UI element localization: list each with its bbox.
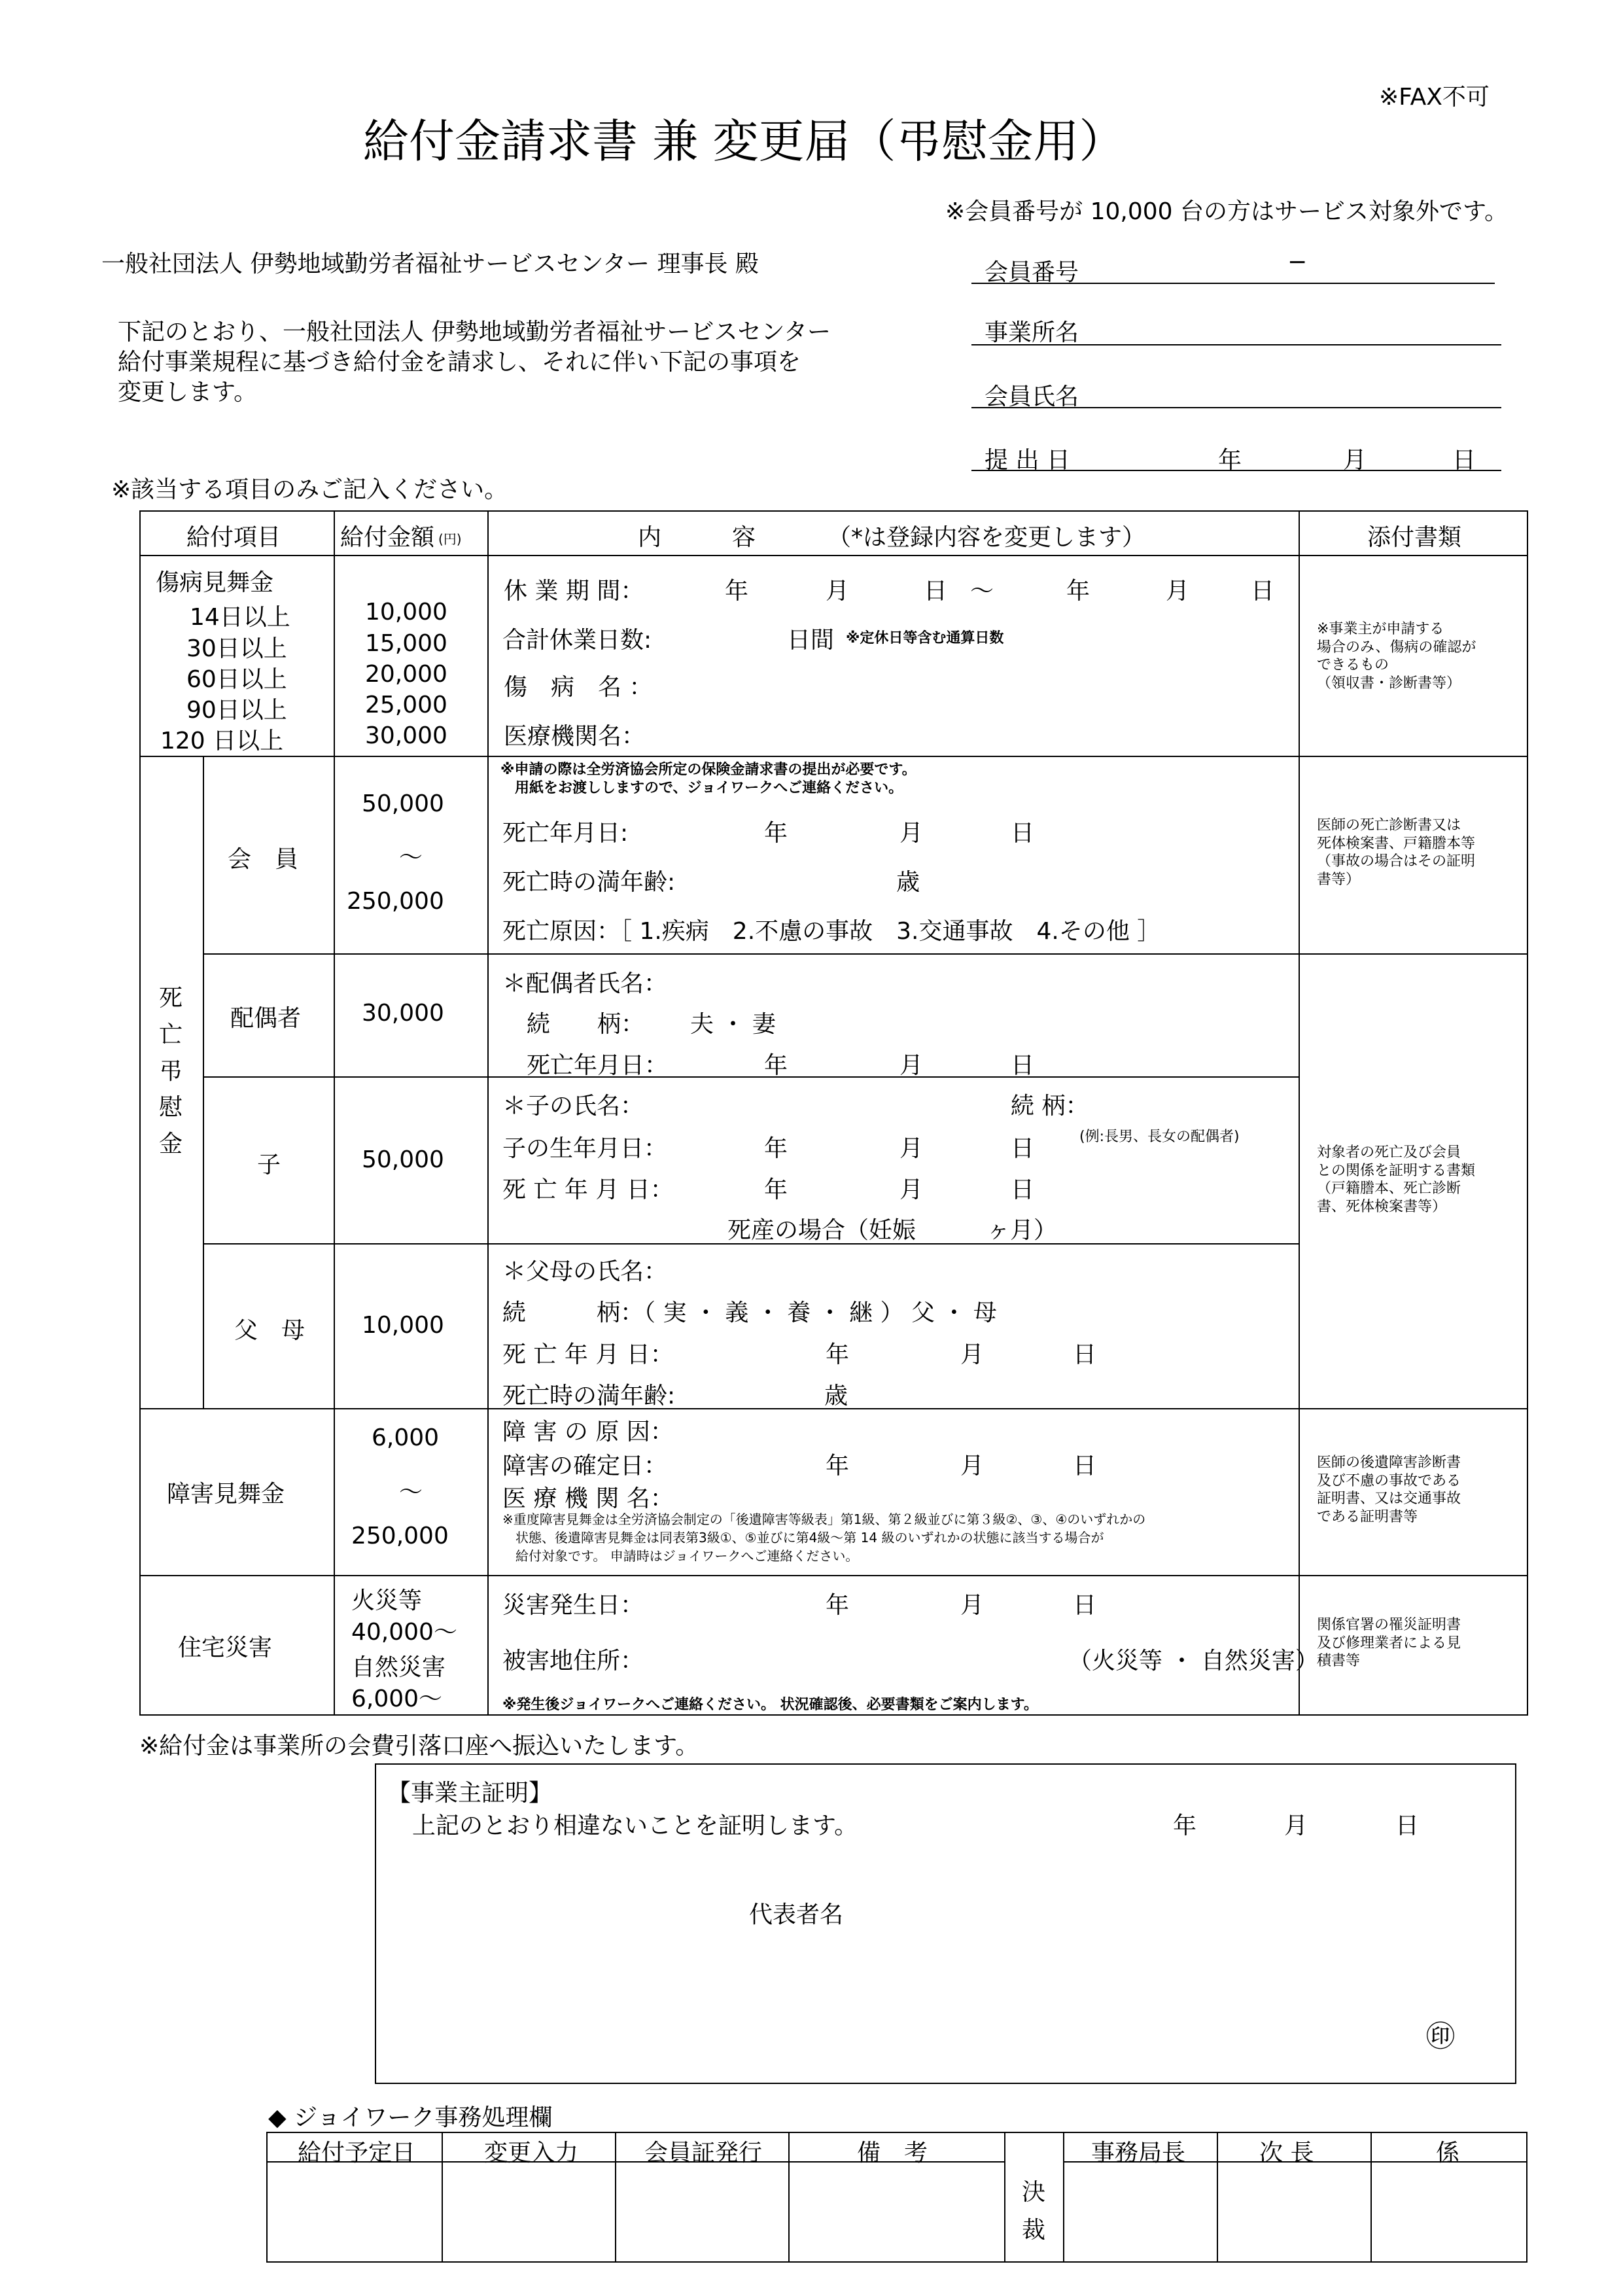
disaster-month: 月 — [960, 1592, 985, 1619]
addressee: 一般社団法人 伊勢地域勤労者福祉サービスセンター 理事長 殿 — [101, 251, 759, 277]
child-relation-label: 続 柄： — [1011, 1093, 1089, 1120]
header-amount-unit: (円) — [438, 531, 462, 547]
header-amount: 給付金額 — [340, 524, 435, 551]
child-birth-day: 日 — [1011, 1135, 1035, 1162]
death-group-divider — [203, 756, 204, 1408]
death-member-tilde: 〜 — [399, 844, 423, 871]
transfer-note: ※給付金は事業所の会費引落口座へ振込いたします。 — [139, 1733, 699, 1759]
parent-age-label: 死亡時の満年齢: — [502, 1383, 676, 1409]
employer-day: 日 — [1395, 1812, 1420, 1839]
parent-label: 父 母 — [234, 1317, 305, 1344]
seal-icon: ㊞ — [1426, 2020, 1455, 2053]
housing-attachments: 関係官署の罹災証明書 及び修理業者による見 積書等 — [1317, 1617, 1461, 1669]
total-leave-unit: 日間 — [787, 627, 835, 654]
leave-to-month: 月 — [1166, 578, 1190, 605]
disability-year: 年 — [826, 1453, 850, 1479]
submit-year: 年 — [1218, 447, 1242, 474]
sick-attachments: ※事業主が申請する 場合のみ、傷病の確認が できるもの （領収書・診断書等） — [1317, 621, 1476, 692]
spouse-date-label: 死亡年月日： — [527, 1052, 669, 1079]
disability-row-divider — [139, 1575, 1528, 1576]
submit-date-label: 提 出 日 — [985, 447, 1070, 474]
amount-column-divider — [487, 510, 489, 1716]
sick-title: 傷病見舞金 — [156, 569, 274, 596]
death-member-age-unit: 歳 — [896, 869, 920, 896]
disaster-day: 日 — [1073, 1592, 1097, 1619]
parent-relation: 続 柄：（ 実 ・ 義 ・ 養 ・ 継 ） 父 ・ 母 — [502, 1299, 997, 1326]
death-member-amount-max: 250,000 — [347, 888, 444, 915]
office-col-divider — [1217, 2132, 1218, 2263]
office-col-header: 給付予定日 — [298, 2140, 416, 2166]
child-death-date-label: 死 亡 年 月 日： — [502, 1176, 674, 1203]
death-member-date-label: 死亡年月日: — [502, 820, 629, 847]
death-member-amount-min: 50,000 — [362, 790, 444, 817]
member-number-dash: − — [1287, 249, 1308, 275]
disability-cause-label: 障 害 の 原 因： — [502, 1419, 674, 1445]
sick-amount: 15,000 — [365, 630, 447, 657]
parent-age-unit: 歳 — [824, 1383, 848, 1409]
parent-name-label: ＊父母の氏名： — [502, 1258, 668, 1285]
sick-amount: 30,000 — [365, 722, 447, 749]
child-name-label: ＊子の氏名： — [502, 1093, 644, 1120]
death-group-label: 死 亡 弔 慰 金 — [159, 985, 183, 1158]
fire-label: 火災等 — [351, 1587, 423, 1614]
fax-note: ※FAX不可 — [1379, 84, 1490, 111]
spouse-relation-label: 続 柄： — [527, 1011, 645, 1038]
disability-month: 月 — [960, 1453, 985, 1479]
child-birth-label: 子の生年月日： — [502, 1135, 668, 1162]
sick-period: 30日以上 — [186, 635, 287, 662]
member-name-label: 会員氏名 — [985, 383, 1079, 410]
disability-attachments: 医師の後遺障害診断書 及び不慮の事故である 証明書、又は交通事故 である証明書等 — [1317, 1455, 1461, 1525]
spouse-day: 日 — [1011, 1052, 1035, 1079]
sick-amount: 20,000 — [365, 661, 447, 688]
office-col-divider — [1370, 2132, 1372, 2263]
submit-date-field[interactable] — [971, 470, 1501, 471]
death-member-label: 会 員 — [228, 846, 299, 873]
header-attachments: 添付書類 — [1367, 524, 1462, 551]
member-number-field[interactable] — [971, 283, 1495, 284]
death-cause: 死亡原因：［ 1.疾病 2.不慮の事故 3.交通事故 4.その他 ］ — [502, 918, 1161, 945]
spouse-name-label: ＊配偶者氏名： — [502, 970, 668, 997]
disability-note: ※重度障害見舞金は全労済協会制定の「後遺障害等級表」第1級、第２級並びに第３級②、③、④のいずれかの 状態、後遺障害見舞金は同表第3級①、⑤並びに第4級〜第 14 級のいずれかの状態に該当する場合が 給付対象です。 申請時はジョイワークへご連絡ください。 — [502, 1511, 1146, 1564]
member-name-field[interactable] — [971, 407, 1501, 408]
total-leave-note: ※定休日等含む通算日数 — [846, 630, 1004, 646]
representative-label: 代表者名 — [749, 1901, 844, 1928]
child-label: 子 — [257, 1152, 281, 1178]
header-content-note: （*は登録内容を変更します） — [828, 524, 1146, 551]
table-header-divider — [139, 555, 1528, 556]
sick-amount: 10,000 — [365, 599, 447, 626]
leave-to-day: 日 — [1251, 578, 1275, 605]
parent-year: 年 — [826, 1341, 850, 1368]
office-col-header: 備 考 — [857, 2140, 928, 2166]
parent-day: 日 — [1073, 1341, 1097, 1368]
hospital-label: 医療機関名： — [504, 723, 646, 750]
office-name-field[interactable] — [971, 344, 1501, 345]
office-col-header: 次 長 — [1259, 2140, 1314, 2166]
natural-label: 自然災害 — [351, 1654, 446, 1681]
disaster-year: 年 — [826, 1592, 850, 1619]
death-member-age-label: 死亡時の満年齢: — [502, 869, 676, 896]
disability-amount-min: 6,000 — [372, 1424, 440, 1451]
leave-from-month: 月 — [826, 578, 850, 605]
office-col-divider — [1004, 2132, 1005, 2263]
child-birth-year: 年 — [764, 1135, 788, 1162]
housing-note: ※発生後ジョイワークへご連絡ください。 状況確認後、必要書類をご案内します。 — [502, 1697, 1038, 1713]
disability-date-label: 障害の確定日： — [502, 1453, 668, 1479]
intro-text: 下記のとおり、一般社団法人 伊勢地域勤労者福祉サービスセンター 給付事業規程に基づき給付金を請求し、それに伴い下記の事項を 変更します。 — [118, 319, 831, 406]
sick-row-divider — [139, 756, 1528, 757]
leave-tilde: 〜 — [970, 578, 994, 605]
leave-to-year: 年 — [1066, 578, 1091, 605]
death-member-day: 日 — [1011, 820, 1035, 847]
sick-period: 120 日以上 — [160, 728, 284, 754]
header-item: 給付項目 — [186, 524, 281, 551]
submit-month: 月 — [1343, 447, 1367, 474]
office-use-heading: ◆ ジョイワーク事務処理欄 — [268, 2104, 553, 2131]
death-member-year: 年 — [764, 820, 788, 847]
spouse-relation-value: 夫 ・ 妻 — [690, 1011, 776, 1038]
disaster-type: （火災等 ・ 自然災害） — [1068, 1648, 1319, 1674]
natural-amount: 6,000〜 — [351, 1686, 443, 1712]
parent-amount: 10,000 — [362, 1312, 444, 1339]
child-death-month: 月 — [899, 1176, 924, 1203]
sick-period: 14日以上 — [190, 604, 290, 631]
spouse-month: 月 — [899, 1052, 924, 1079]
member-row-divider — [203, 953, 1528, 955]
spouse-amount: 30,000 — [362, 1000, 444, 1027]
page-title: 給付金請求書 兼 変更届（弔慰金用） — [363, 115, 1125, 168]
header-content: 内 容 — [638, 524, 756, 551]
leave-from-year: 年 — [725, 578, 749, 605]
office-col-header: 係 — [1436, 2140, 1460, 2166]
disease-label: 傷 病 名 ： — [504, 674, 653, 701]
parent-month: 月 — [960, 1341, 985, 1368]
office-col-divider — [442, 2132, 443, 2263]
disability-label: 障害見舞金 — [167, 1481, 285, 1508]
content-column-divider — [1299, 510, 1300, 1716]
death-member-month: 月 — [899, 820, 924, 847]
disability-hospital-label: 医 療 機 関 名： — [502, 1485, 674, 1512]
spouse-label: 配偶者 — [230, 1005, 302, 1032]
child-relation-example: (例:長男、長女の配偶者) — [1079, 1129, 1240, 1145]
fire-amount: 40,000〜 — [351, 1619, 457, 1646]
disability-amount-max: 250,000 — [351, 1523, 449, 1549]
employer-year: 年 — [1173, 1812, 1197, 1839]
death-shared-attachments: 対象者の死亡及び会員 との関係を証明する書類 （戸籍謄本、死亡診断 書、死体検案書等） — [1317, 1144, 1476, 1215]
leave-period-label: 休 業 期 間： — [504, 578, 644, 605]
office-col-divider — [615, 2132, 616, 2263]
employer-month: 月 — [1284, 1812, 1308, 1839]
child-birth-month: 月 — [899, 1135, 924, 1162]
office-col-header: 変更入力 — [484, 2140, 579, 2166]
child-stillbirth: 死産の場合（妊娠 ヶ月） — [727, 1217, 1058, 1244]
sick-period: 90日以上 — [186, 697, 287, 724]
sick-amount: 25,000 — [365, 692, 447, 718]
office-name-label: 事業所名 — [985, 319, 1079, 346]
total-leave-label: 合計休業日数: — [502, 627, 652, 654]
death-member-attachments: 医師の死亡診断書又は 死体検案書、戸籍謄本等 （事故の場合はその証明 書等） — [1317, 817, 1476, 888]
spouse-year: 年 — [764, 1052, 788, 1079]
child-death-year: 年 — [764, 1176, 788, 1203]
member-number-note: ※会員番号が 10,000 台の方はサービス対象外です。 — [945, 198, 1509, 225]
parent-death-date-label: 死 亡 年 月 日： — [502, 1341, 674, 1368]
instruction: ※該当する項目のみご記入ください。 — [111, 476, 508, 503]
member-number-label: 会員番号 — [985, 259, 1079, 286]
approval-label: 決 裁 — [1022, 2179, 1046, 2244]
leave-from-day: 日 — [924, 578, 948, 605]
disability-day: 日 — [1073, 1453, 1097, 1479]
spouse-row-divider — [203, 1076, 1299, 1078]
disability-tilde: 〜 — [399, 1479, 423, 1506]
employer-heading: 【事業主証明】 — [387, 1780, 553, 1807]
employer-text: 上記のとおり相違ないことを証明します。 — [412, 1812, 858, 1839]
sick-period: 60日以上 — [186, 666, 287, 693]
office-col-divider — [1063, 2132, 1064, 2263]
disaster-date-label: 災害発生日： — [502, 1592, 644, 1619]
death-member-note: ※申請の際は全労済協会所定の保険金請求書の提出が必要です。 用紙をお渡ししますので、ジョイワークへご連絡ください。 — [500, 762, 916, 796]
item-column-divider — [334, 510, 335, 1716]
office-col-divider — [788, 2132, 790, 2263]
housing-label: 住宅災害 — [178, 1634, 273, 1661]
child-amount: 50,000 — [362, 1146, 444, 1173]
child-death-day: 日 — [1011, 1176, 1035, 1203]
damaged-address-label: 被害地住所： — [502, 1648, 644, 1674]
office-col-header: 事務局長 — [1091, 2140, 1186, 2166]
submit-day: 日 — [1452, 447, 1476, 474]
office-col-header: 会員証発行 — [644, 2140, 763, 2166]
